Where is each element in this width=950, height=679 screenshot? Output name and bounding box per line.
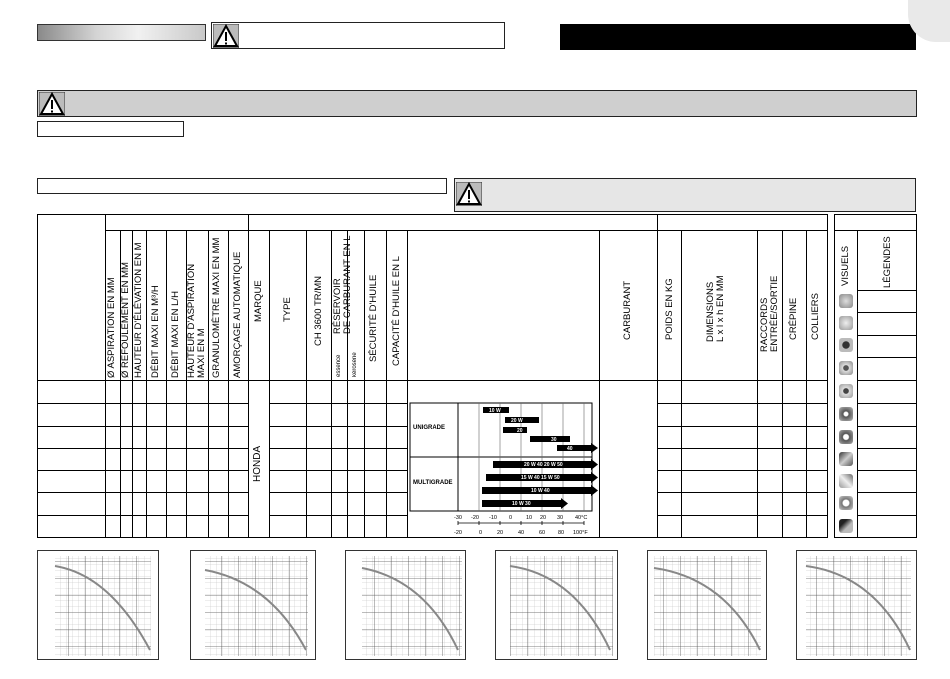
col-hauteur-elevation: HAUTEUR D'ÉLÉVATION EN M [133, 242, 144, 378]
col-ch: CH 3600 TR/MN [313, 275, 324, 346]
col-refoulement: Ø REFOULEMENT EN MM [120, 262, 131, 378]
oil-unigrade-label: UNIGRADE [413, 425, 446, 431]
col-securite: SÉCURITÉ D'HUILE [368, 274, 379, 362]
tick-f-3: 40 [518, 530, 525, 536]
col-type: TYPE [282, 297, 293, 322]
tick-f-4: 60 [539, 530, 546, 536]
perf-graph-6 [797, 551, 917, 660]
col-carburant: CARBURANT [622, 280, 633, 340]
col-aspiration: Ø ASPIRATION EN MM [106, 277, 117, 378]
tick-f-2: 20 [497, 530, 504, 536]
tick-c-2: -10 [489, 515, 497, 521]
col-granulometre: GRANULOMÈTRE MAXI EN MM [211, 237, 222, 378]
col-amorcage: AMORÇAGE AUTOMATIQUE [232, 251, 243, 378]
perf-graph-2 [191, 551, 316, 660]
perf-graph-3 [346, 551, 466, 660]
col-marque: MARQUE [253, 280, 264, 322]
oil-bar-20w40: 20 W 40 20 W 50 [524, 462, 563, 468]
tick-f-0: -20 [454, 530, 462, 536]
brand-label: HONDA [252, 445, 263, 482]
col-debit-m3h: DÉBIT MAXI EN M³/H [150, 285, 161, 378]
col-hauteur-aspiration: HAUTEUR D'ASPIRATION MAXI EN M [186, 263, 207, 378]
col-reservoir-essence: essence [336, 354, 342, 377]
tick-c-4: 10 [526, 515, 533, 521]
tick-f-1: 0 [479, 530, 483, 536]
col-legendes: LÉGENDES [882, 236, 893, 288]
oil-bar-10w40: 10 W 40 [531, 488, 550, 494]
oil-bar-15w40: 15 W 40 15 W 50 [521, 475, 560, 481]
tick-f-5: 80 [558, 530, 565, 536]
col-raccords: RACCORDS ENTRÉE/SORTIE [759, 275, 780, 352]
oil-bar-40: 40 [567, 446, 573, 452]
col-crepine: CRÉPINE [788, 297, 799, 340]
col-reservoir-kerosene: kérosène [352, 352, 358, 377]
col-capacite: CAPACITÉ D'HUILE EN L [391, 256, 402, 366]
perf-graph-5 [648, 551, 767, 660]
col-visuels: VISUELS [840, 245, 851, 286]
tick-c-3: 0 [509, 515, 513, 521]
perf-graph-4 [496, 551, 618, 660]
oil-bar-10w: 10 W [489, 408, 501, 414]
tick-c-5: 20 [540, 515, 547, 521]
oil-bar-30: 30 [551, 437, 557, 443]
oil-bar-20: 20 [517, 428, 523, 434]
perf-graph-1 [38, 551, 159, 660]
tick-c-0: -30 [454, 515, 462, 521]
oil-bar-10w30: 10 W 30 [512, 501, 531, 507]
tick-c-1: -20 [471, 515, 479, 521]
oil-multigrade-label: MULTIGRADE [413, 480, 453, 486]
tick-c-6: 30 [557, 515, 564, 521]
col-colliers: COLLIERS [810, 293, 821, 340]
col-debit-lh: DÉBIT MAXI EN L/H [170, 291, 181, 378]
tick-f-6: 100°F [573, 530, 588, 536]
col-poids: POIDS EN KG [664, 278, 675, 340]
oil-bar-20w: 20 W [511, 418, 523, 424]
col-reservoir: RÉSERVOIR DE CARBURANT EN L [332, 235, 353, 334]
tick-c-7: 40°C [575, 515, 588, 521]
col-dimensions: DIMENSIONS L x l x h EN MM [705, 275, 726, 342]
